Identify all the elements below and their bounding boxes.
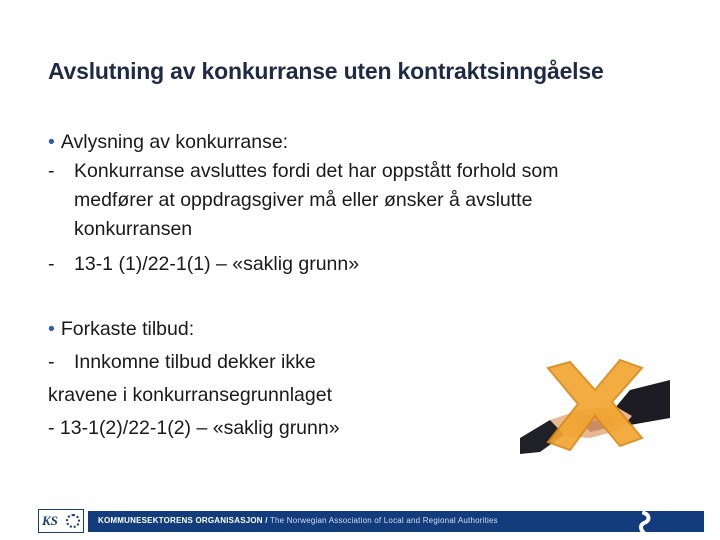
footer-org-sub: The Norwegian Association of Local and Regional Authorities bbox=[269, 516, 498, 525]
dash-marker: - bbox=[48, 351, 55, 373]
plain-text-line: kravene i konkurransegrunnlaget bbox=[48, 384, 333, 406]
bullet-item bbox=[48, 315, 668, 344]
dash-text: 13-1 (1)/22-1(1) – «saklig grunn» bbox=[74, 253, 360, 275]
dash-text: Innkomne tilbud dekker ikke bbox=[74, 351, 316, 373]
bullet-text: Forkaste tilbud: bbox=[60, 318, 195, 340]
slide-title: Avslutning av konkurranse uten kontraktsinngåelse bbox=[48, 58, 604, 84]
handshake-cross-image bbox=[520, 350, 670, 462]
dash-item bbox=[48, 157, 668, 186]
plain-text-line: - 13-1(2)/22-1(2) – «saklig grunn» bbox=[48, 417, 340, 439]
bullet-marker: • bbox=[48, 318, 55, 340]
footer-org-text bbox=[98, 516, 498, 525]
bullet-item bbox=[48, 128, 668, 157]
ks-ring-icon bbox=[66, 514, 80, 528]
dash-item bbox=[48, 250, 668, 279]
footer-org-name: KOMMUNESEKTORENS ORGANISASJON / bbox=[98, 516, 268, 525]
footer bbox=[38, 509, 704, 533]
ks-logo bbox=[38, 509, 84, 533]
footer-bar bbox=[88, 511, 704, 532]
dash-text: Konkurranse avsluttes fordi det har oppstått forhold som bbox=[74, 160, 559, 182]
swoosh-icon bbox=[634, 511, 654, 535]
bullet-text: Avlysning av konkurranse: bbox=[60, 131, 289, 153]
spacer bbox=[48, 279, 668, 315]
dash-item-continuation: medfører at oppdragsgiver må eller ønsker å avslutte bbox=[74, 189, 533, 211]
ks-logo-text: KS bbox=[42, 513, 58, 528]
bullet-marker: • bbox=[48, 131, 55, 153]
dash-marker: - bbox=[48, 253, 55, 275]
dash-item-continuation: konkurransen bbox=[74, 218, 193, 240]
dash-marker: - bbox=[48, 160, 55, 182]
